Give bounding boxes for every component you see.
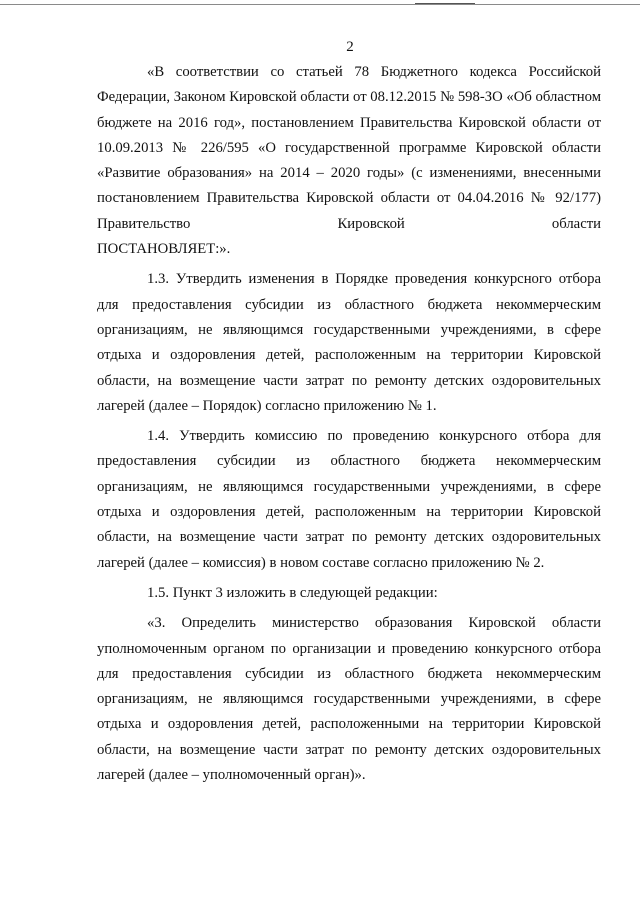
document-body <box>97 60 601 788</box>
paragraph-preamble-final-line: ПОСТАНОВЛЯЕТ:». <box>97 241 231 258</box>
top-edge-rule <box>0 4 640 5</box>
paragraph-point-3: «3. Определить министерство образования Кировской области уполномоченным органом по организации и проведению конкурсного отбора для предоставления субсидии из областного бюджета некоммерческим организациям, не являющимся государственными учреждениями, в сфере отдыха и оздоровления детей, расположенными на территории Кировской области, на возмещение части затрат по ремонту детских оздоровительных лагерей (далее – уполномоченный орган)». <box>97 615 601 784</box>
paragraph-item-1-3: 1.3. Утвердить изменения в Порядке проведения конкурсного отбора для предоставления субсидии из областного бюджета некоммерческим организациям, не являющимся государственными учреждениями, в сфере отдыха и оздоровления детей, расположенным на территории Кировской области, на возмещение части затрат по ремонту детских оздоровительных лагерей (далее – Порядок) согласно приложению № 1. <box>97 271 601 414</box>
top-edge-mark <box>415 3 475 4</box>
paragraph-item-1-5: 1.5. Пункт 3 изложить в следующей редакции: <box>147 584 438 601</box>
paragraph-item-1-4: 1.4. Утвердить комиссию по проведению конкурсного отбора для предоставления субсидии из областного бюджета некоммерческим организациям, не являющимся государственными учреждениями, в сфере отдыха и оздоровления детей, расположенным на территории Кировской области, на возмещение части затрат по ремонту детских оздоровительных лагерей (далее – комиссия) в новом составе согласно приложению № 2. <box>97 428 601 571</box>
page-number: 2 <box>346 39 354 55</box>
paragraph-preamble: «В соответствии со статьей 78 Бюджетного кодекса Российской Федерации, Законом Кировской области от 08.12.2015 № 598-ЗО «Об областном бюджете на 2016 год», постановлением Правительства Кировской области от 10.09.2013 № 226/595 «О государственной программе Кировской области «Развитие образования» на 2014 – 2020 годы» (с изменениями, внесенными постановлением Правительства Кировской области от 04.04.2016 № 92/177) Правительство Кировской области <box>97 64 601 232</box>
